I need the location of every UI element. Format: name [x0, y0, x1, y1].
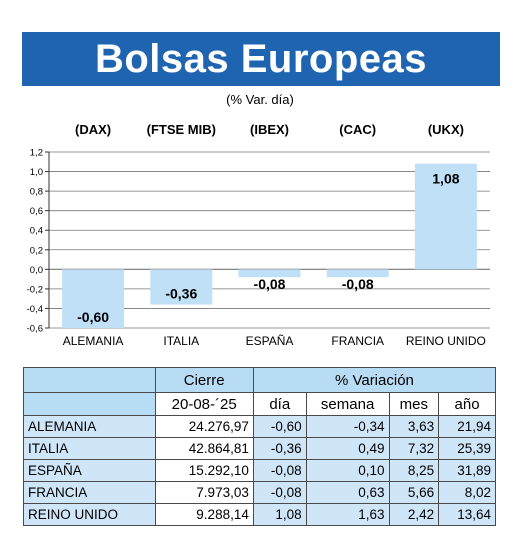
table-header-row-1 — [24, 368, 496, 393]
table-row — [24, 504, 496, 526]
table-cell-cierre: 7.973,03 — [155, 482, 253, 504]
category-label: ESPAÑA — [245, 334, 294, 348]
y-tick-label: 0,6 — [29, 206, 43, 218]
table-cell-semana: -0,34 — [306, 416, 389, 438]
table-cell-semana: 0,10 — [306, 460, 389, 482]
table-cell-name: ALEMANIA — [24, 416, 156, 438]
table-body — [24, 416, 496, 526]
table-cell-ano: 25,39 — [439, 438, 496, 460]
y-tick-label: -0,2 — [26, 284, 43, 296]
page-title: Bolsas Europeas — [94, 36, 428, 81]
header-dia: día — [253, 393, 306, 416]
y-tick-label: 0,0 — [29, 264, 43, 276]
table-cell-name: REINO UNIDO — [24, 504, 156, 526]
index-label: (FTSE MIB) — [146, 122, 216, 137]
category-label: FRANCIA — [331, 334, 385, 348]
table-cell-mes: 8,25 — [389, 460, 439, 482]
table-cell-dia: 1,08 — [253, 504, 306, 526]
table-cell-cierre: 15.292,10 — [155, 460, 253, 482]
table-blank-cell — [24, 393, 156, 416]
header-date: 20-08-´25 — [155, 393, 253, 416]
category-label: REINO UNIDO — [405, 334, 486, 348]
table-row — [24, 438, 496, 460]
y-tick-label: -0,6 — [26, 323, 43, 335]
header-semana: semana — [306, 393, 389, 416]
table-cell-mes: 7,32 — [389, 438, 439, 460]
index-label: (IBEX) — [250, 122, 289, 137]
table-cell-name: ITALIA — [24, 438, 156, 460]
table-cell-mes: 3,63 — [389, 416, 439, 438]
data-label: -0,08 — [253, 276, 286, 293]
chart-subtitle: (% Var. día) — [226, 92, 294, 107]
index-label: (CAC) — [339, 122, 377, 137]
table-cell-ano: 8,02 — [439, 482, 496, 504]
table-cell-dia: -0,36 — [253, 438, 306, 460]
data-label: -0,60 — [77, 309, 110, 325]
header-mes: mes — [389, 393, 439, 416]
y-tick-label: 0,8 — [29, 186, 43, 198]
table-cell-semana: 0,63 — [306, 482, 389, 504]
table-cell-cierre: 24.276,97 — [155, 416, 253, 438]
index-label: (DAX) — [75, 122, 112, 137]
table-corner-cell — [24, 368, 156, 393]
table-row — [24, 482, 496, 504]
table-header-row-2 — [24, 393, 496, 416]
header-cierre: Cierre — [155, 368, 253, 393]
table-cell-ano: 13,64 — [439, 504, 496, 526]
header-ano: año — [439, 393, 496, 416]
data-label: -0,36 — [165, 285, 198, 302]
market-table — [23, 367, 496, 526]
table-cell-ano: 31,89 — [439, 460, 496, 482]
table-cell-name: FRANCIA — [24, 482, 156, 504]
table-cell-dia: -0,60 — [253, 416, 306, 438]
index-label: (UKX) — [427, 122, 464, 137]
table-cell-name: ESPAÑA — [24, 460, 156, 482]
table-cell-dia: -0,08 — [253, 482, 306, 504]
data-label: -0,08 — [341, 276, 374, 293]
y-tick-label: -0,4 — [26, 303, 43, 315]
y-tick-label: 1,0 — [29, 167, 43, 179]
table-cell-dia: -0,08 — [253, 460, 306, 482]
table-cell-semana: 0,49 — [306, 438, 389, 460]
y-tick-label: 1,2 — [29, 147, 43, 159]
category-label: ALEMANIA — [62, 334, 124, 348]
table-cell-mes: 2,42 — [389, 504, 439, 526]
data-label: 1,08 — [432, 170, 460, 187]
table-row — [24, 416, 496, 438]
table-cell-cierre: 42.864,81 — [155, 438, 253, 460]
y-tick-label: 0,4 — [29, 225, 43, 237]
table-cell-cierre: 9.288,14 — [155, 504, 253, 526]
table-cell-mes: 5,66 — [389, 482, 439, 504]
table-row — [24, 460, 496, 482]
y-tick-label: 0,2 — [29, 245, 43, 257]
header-variacion: % Variación — [253, 368, 495, 393]
table-cell-ano: 21,94 — [439, 416, 496, 438]
table-cell-semana: 1,63 — [306, 504, 389, 526]
category-label: ITALIA — [163, 334, 200, 348]
